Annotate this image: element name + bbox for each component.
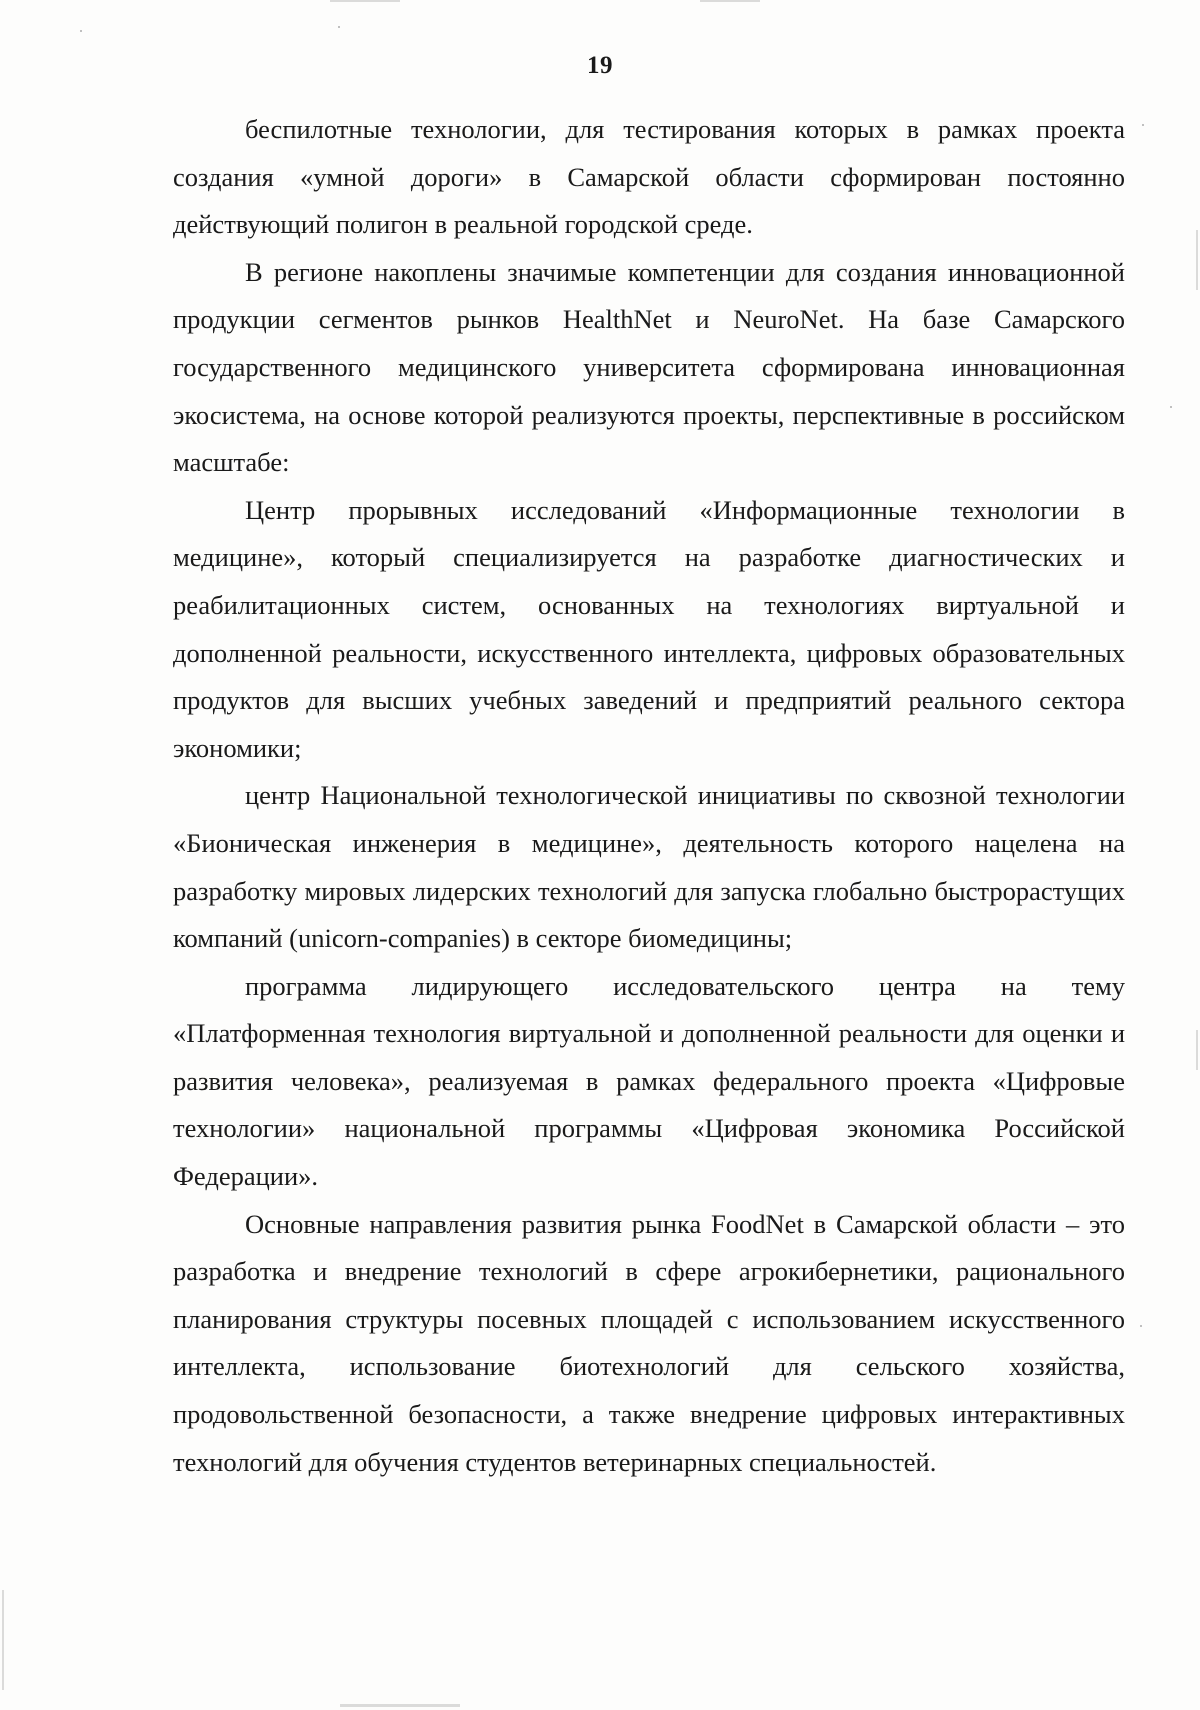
scan-speck <box>80 30 82 32</box>
scan-edge-top <box>330 0 400 2</box>
paragraph: Основные направления развития рынка FoodNet в Самарской области – это разработка и внедрение технологий в сфере агрокибернетики, рационального планирования структуры посевных площадей с использованием искусственного интеллекта, использование биотехнологий для сельского хозяйства, продовольственной безопасности, а также внедрение цифровых интерактивных технологий для обучения студентов ветеринарных специальностей. <box>173 1208 1125 1477</box>
scan-speck <box>1140 1325 1142 1327</box>
scan-edge-top <box>700 0 760 2</box>
document-body <box>173 106 1125 1486</box>
page-number: 19 <box>587 52 613 79</box>
scan-speck <box>338 26 340 28</box>
paragraph: программа лидирующего исследовательского центра на тему «Платформенная технология виртуальной и дополненной реальности для оценки и развития человека», реализуемая в рамках федерального проекта «Цифровые технологии» национальной программы «Цифровая экономика Российской Федерации». <box>173 970 1125 1192</box>
paragraph: Центр прорывных исследований «Информационные технологии в медицине», который специализируется на разработке диагностических и реабилитационных систем, основанных на технологиях виртуальной и дополненной реальности, искусственного интеллекта, цифровых образовательных продуктов для высших учебных заведений и предприятий реального сектора экономики; <box>173 494 1125 763</box>
scan-speck <box>1142 124 1144 126</box>
scan-edge-left <box>2 1590 4 1690</box>
scan-speck <box>1170 406 1172 408</box>
paragraph: В регионе накоплены значимые компетенции для создания инновационной продукции сегментов рынков HealthNet и NeuroNet. На базе Самарского государственного медицинского университета сформирована инновационная экосистема, на основе которой реализуются проекты, перспективные в российском масштабе: <box>173 256 1125 478</box>
paragraph: беспилотные технологии, для тестирования которых в рамках проекта создания «умной дороги» в Самарской области сформирован постоянно действующий полигон в реальной городской среде. <box>173 114 1125 240</box>
paragraph: центр Национальной технологической инициативы по сквозной технологии «Бионическая инженерия в медицине», деятельность которого нацелена на разработку мировых лидерских технологий для запуска глобально быстрорастущих компаний (unicorn-companies) в секторе биомедицины; <box>173 780 1125 954</box>
scan-edge-bottom <box>340 1704 460 1707</box>
scan-edge-right <box>1196 230 1198 290</box>
scan-edge-right <box>1196 1030 1198 1070</box>
